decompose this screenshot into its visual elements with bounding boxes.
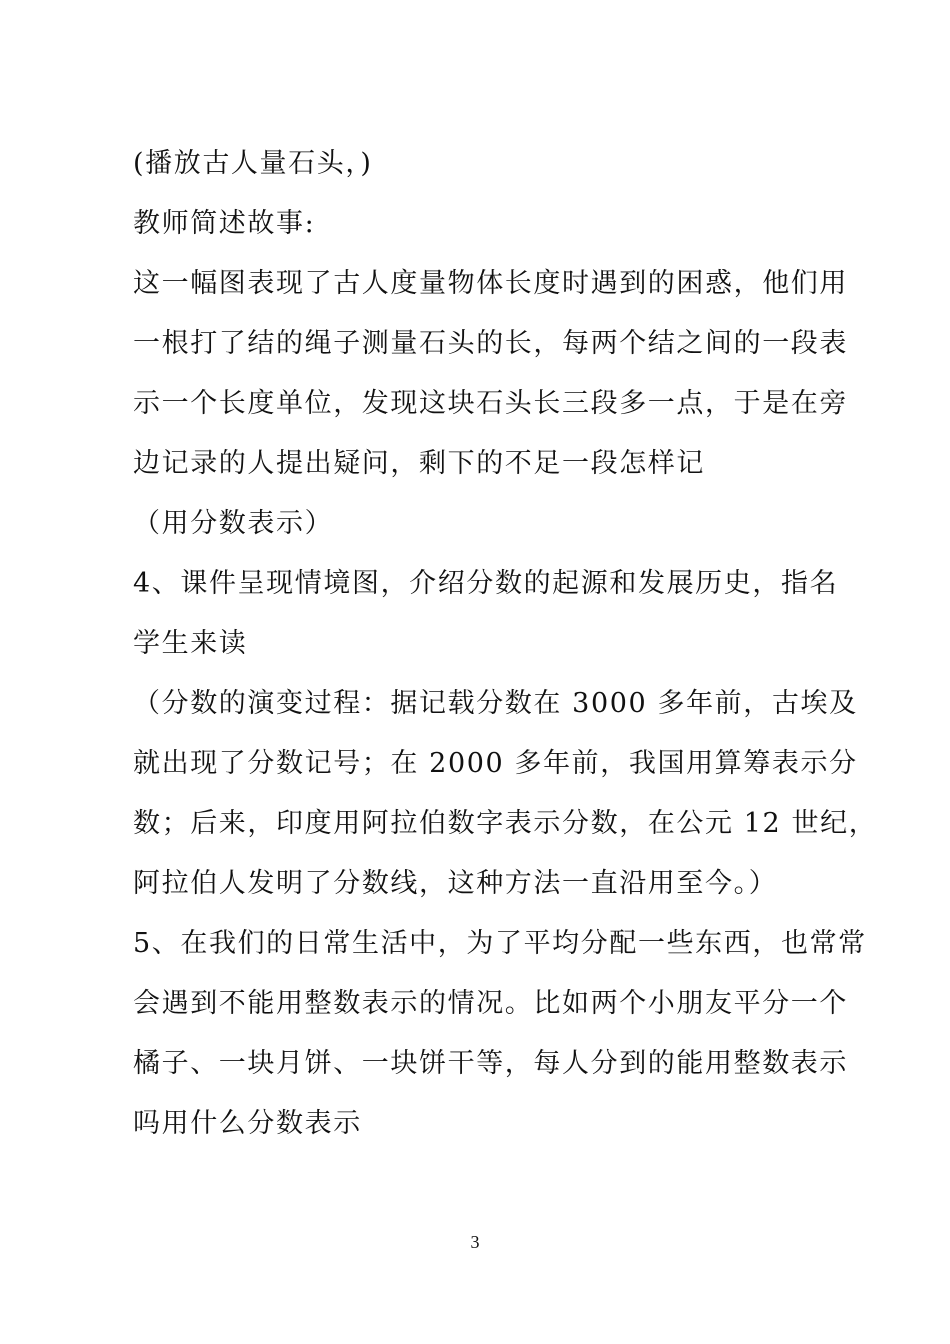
text-line: （分数的演变过程：据记载分数在 3000 多年前，古埃及	[133, 688, 858, 719]
text-line: 会遇到不能用整数表示的情况。比如两个小朋友平分一个	[133, 988, 848, 1019]
page-number: 3	[470, 1232, 480, 1252]
text-line: 示一个长度单位，发现这块石头长三段多一点，于是在旁	[133, 388, 848, 419]
text-line: 吗用什么分数表示	[133, 1108, 362, 1139]
text-line: 一根打了结的绳子测量石头的长，每两个结之间的一段表	[133, 328, 848, 359]
text-line: (播放古人量石头，)	[133, 148, 373, 179]
text-line: 数；后来，印度用阿拉伯数字表示分数，在公元 12 世纪，	[133, 808, 878, 839]
text-line: 教师简述故事:	[133, 208, 316, 239]
text-line: 就出现了分数记号；在 2000 多年前，我国用算筹表示分	[133, 748, 858, 779]
text-line: （用分数表示）	[133, 508, 334, 539]
text-line: 5、在我们的日常生活中，为了平均分配一些东西，也常常	[133, 928, 867, 959]
text-line: 4、课件呈现情境图，介绍分数的起源和发展历史，指名	[133, 568, 839, 599]
text-line: 学生来读	[133, 628, 248, 659]
text-line: 橘子、一块月饼、一块饼干等，每人分到的能用整数表示	[133, 1048, 848, 1079]
text-line: 边记录的人提出疑问，剩下的不足一段怎样记	[133, 448, 705, 479]
text-line: 阿拉伯人发明了分数线，这种方法一直沿用至今。）	[133, 868, 778, 899]
text-line: 这一幅图表现了古人度量物体长度时遇到的困惑，他们用	[133, 268, 848, 299]
document-body	[133, 134, 878, 1154]
